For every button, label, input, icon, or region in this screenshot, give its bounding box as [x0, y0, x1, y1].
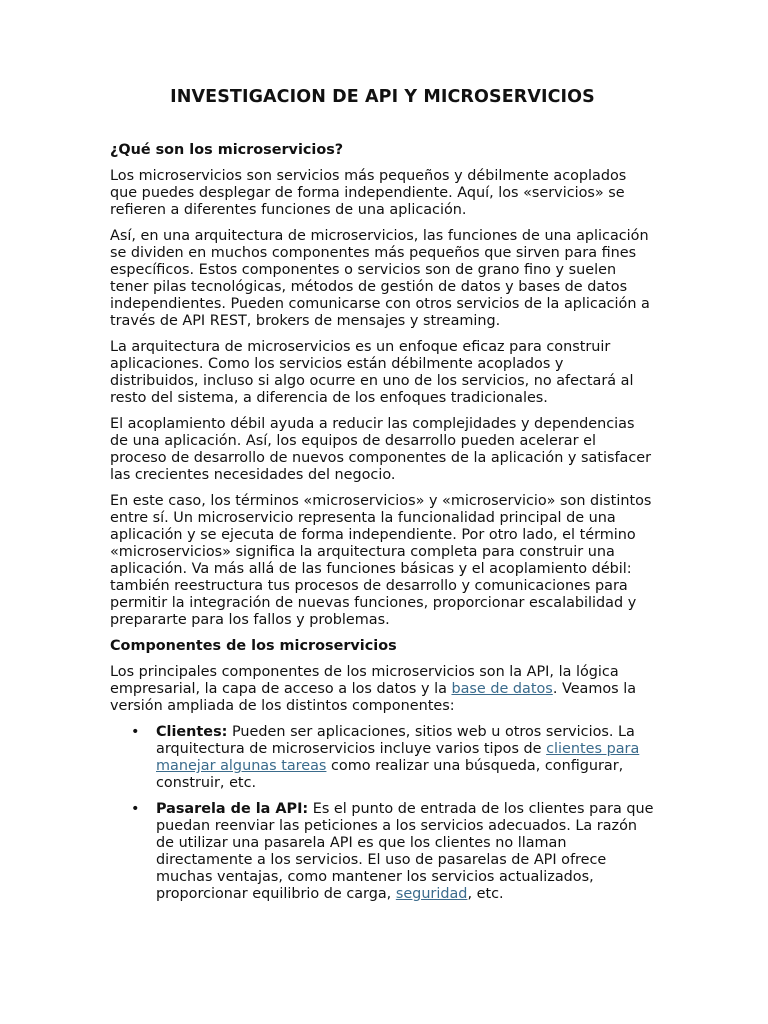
paragraph: En este caso, los términos «microservicios» y «microservicio» son distintos entre sí. Un microservicio representa la funcionalidad principal de una aplicación y se ejecuta de forma independiente. Por otro lado, el término «microservicios» significa la arquitectura completa para construir una aplicación. Va más allá de las funciones básicas y el acoplamiento débil: también reestructura tus procesos de desarrollo y comunicaciones para permitir la integración de nuevas funciones, proporcionar escalabilidad y prepararte para los fallos y problemas.	[110, 493, 652, 628]
list-item-text: Pueden ser aplicaciones, sitios web u otros servicios. La arquitectura de microservicios incluye varios tipos de	[156, 724, 635, 757]
list-item-term: Clientes:	[156, 724, 228, 740]
paragraph: El acoplamiento débil ayuda a reducir las complejidades y dependencias de una aplicación. Así, los equipos de desarrollo pueden acelerar el proceso de desarrollo de nuevos componentes de la aplicación y satisfacer las crecientes necesidades del negocio.	[110, 416, 652, 483]
bullet-icon: •	[131, 724, 140, 740]
document-page	[110, 86, 655, 912]
section-heading-que-son: ¿Qué son los microservicios?	[110, 142, 344, 158]
section-heading-componentes: Componentes de los microservicios	[110, 638, 397, 654]
base-de-datos-link[interactable]: base de datos	[451, 681, 553, 697]
list-item-pasarela	[131, 801, 655, 903]
intro-text: . Veamos la versión ampliada de los distintos componentes:	[110, 681, 637, 714]
list-item-clientes	[131, 724, 655, 792]
paragraph: Así, en una arquitectura de microservicios, las funciones de una aplicación se dividen en muchos componentes más pequeños que sirven para fines específicos. Estos componentes o servicios son de grano fino y suelen tener pilas tecnológicas, métodos de gestión de datos y bases de datos independientes. Pueden comunicarse con otros servicios de la aplicación a través de API REST, brokers de mensajes y streaming.	[110, 228, 650, 329]
list-item-text: como realizar una búsqueda, configurar, construir, etc.	[156, 758, 624, 791]
bullet-icon: •	[131, 801, 140, 817]
clientes-link[interactable]: clientes para manejar algunas tareas	[156, 741, 640, 774]
paragraph: La arquitectura de microservicios es un enfoque eficaz para construir aplicaciones. Como los servicios están débilmente acoplados y distribuidos, incluso si algo ocurre en uno de los servicios, no afectará al resto del sistema, a diferencia de los enfoques tradicionales.	[110, 339, 634, 406]
paragraph: Los microservicios son servicios más pequeños y débilmente acoplados que puedes desplegar de forma independiente. Aquí, los «servicios» se refieren a diferentes funciones de una aplicación.	[110, 168, 627, 218]
components-list	[110, 724, 655, 903]
intro-text: Los principales componentes de los microservicios son la API, la lógica empresarial, la capa de acceso a los datos y la	[110, 664, 619, 697]
list-item-text: , etc.	[467, 886, 504, 902]
list-item-term: Pasarela de la API:	[156, 801, 309, 817]
seguridad-link[interactable]: seguridad	[395, 886, 468, 902]
document-title: INVESTIGACION DE API Y MICROSERVICIOS	[170, 87, 595, 107]
paragraph-intro	[110, 664, 655, 715]
list-item-text: Es el punto de entrada de los clientes para que puedan reenviar las peticiones a los servicios adecuados. La razón de utilizar una pasarela API es que los clientes no llaman directamente a los servicios. El uso de pasarelas de API ofrece muchas ventajas, como mantener los servicios actualizados, proporcionar equilibrio de carga,	[156, 801, 654, 902]
